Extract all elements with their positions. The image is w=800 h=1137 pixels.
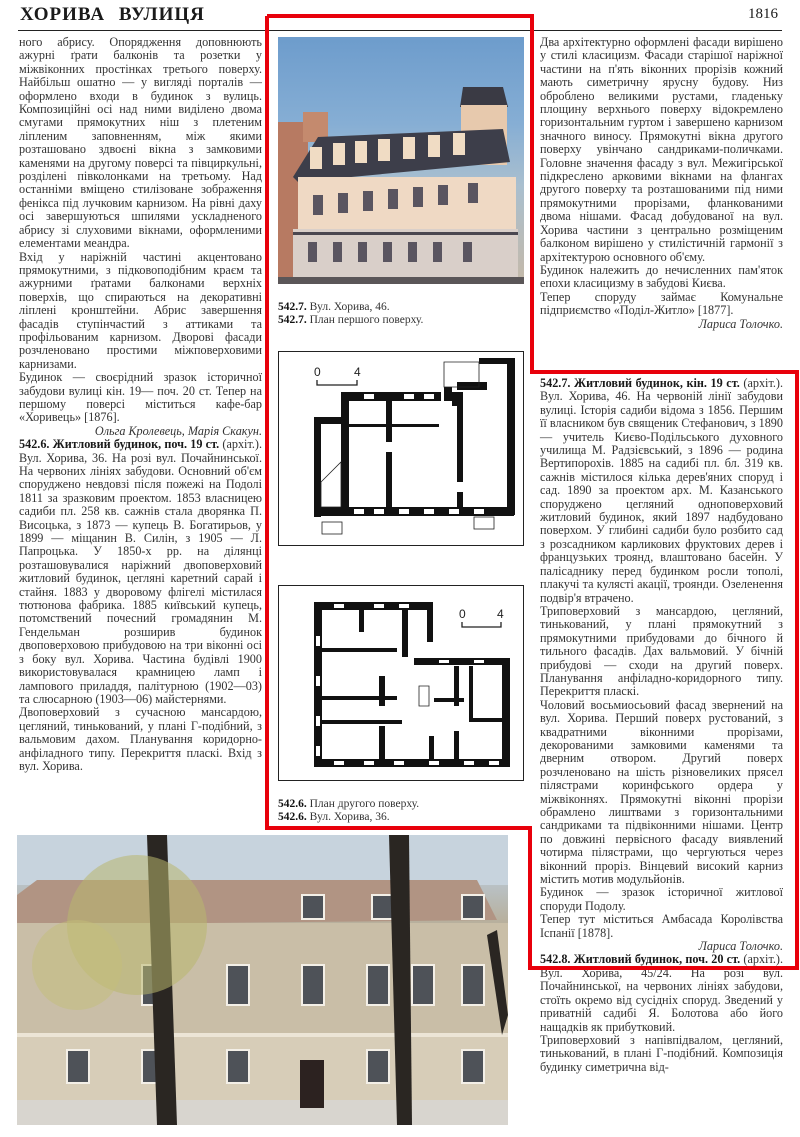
paragraph: Будинок — своєрідний зразок історичної забудови вулиці кін. 19— поч. 20 ст. Тепер на першому поверсі міститься кафе-бар «Хоривець» [1876]. <box>19 370 262 425</box>
author-signature: Ольга Кролевець, Марія Скакун. <box>94 423 262 438</box>
page-header-title: ХОРИВА ВУЛИЦЯ <box>20 4 205 25</box>
floor-plan-first-floor <box>278 351 524 546</box>
entry-heading-542-8: 542.8. Житловий будинок, поч. 20 ст. <box>540 952 741 967</box>
building-photo-icon <box>17 835 508 1125</box>
author-signature: Лариса Толочко. <box>698 939 783 954</box>
paragraph: (архіт.). Вул. Хорива, 46. На червоній лінії забудови вулиці. Історія садиби відома з 1856. Першим її власником був священик Стефанович, з 1890 — учитель Києво-Подільського духовного училища М. Радзієвський, з 1896 — родина Вертипорохів. 1885 на садибі пл. бл. 319 кв. сажнів містилося кілька дерев'яних споруд і сад. 1890 за проектом арх. М. Казанського споруджено цегляний одноповерховий житловий будинок, який 1897 надбудовано поверхом. У глибині садиби було розбито сад з розсадником карликових фруктових дерев і французьких троянд, влаштовано басейн. У палісаднику перед будинком росли тополі, плакучі та кулясті акації, троянди. Озеленення подвір'я втрачено. <box>540 376 784 605</box>
floor-plan-icon <box>279 352 523 545</box>
scale-label-end: 4 <box>354 365 361 379</box>
right-column-lower <box>540 377 783 1074</box>
entry-heading-542-7: 542.7. Житловий будинок, кін. 19 ст. <box>540 376 740 390</box>
entry-heading-542-6: 542.6. Житловий будинок, поч. 19 ст. <box>19 437 220 452</box>
right-column-upper <box>540 36 783 331</box>
caption-number: 542.7. <box>278 314 307 326</box>
plan-caption-542-6 <box>278 798 419 824</box>
photo-caption-542-7 <box>278 301 423 327</box>
caption-text: План першого поверху. <box>309 314 424 326</box>
scale-label-start: 0 <box>459 607 466 621</box>
header-rule <box>18 30 782 31</box>
caption-number: 542.6. <box>278 811 307 823</box>
caption-text: Вул. Хорива, 46. <box>309 301 390 313</box>
paragraph: Вхід у наріжній частині акцентовано прямокутними, з підковоподібним краєм та ажурними ґратами балконами верхніх поверхів, що спираються на декоративні ліплені кронштейни. Абрис завершення фасадів ступінчастий з аттиками та профільованим карнизом. Дворові фасади розчленовано простими міжповерховими карнизами. <box>19 249 262 371</box>
paragraph: (архіт.). Вул. Хорива, 36. На розі вул. Почайнинської. На червоних лініях забудови. Основний об'єм споруджено невдовзі після пожежі на Подолі 1811 за зразковим проектом. 1853 власницею садиби пл. 258 кв. сажнів стала дворянка П. Висоцька, з 1873 — купець В. Богатирьов, у 1899 — міщанин В. Силін, з 1905 — Л. Папроцька. У 1850-х рр. на ділянці розташовувалися наріжний двоповерховий житловий будинок, цегляні каретний сарай і стайня. 1883 у дворовому флігелі містилася тютюнова фабрика. 1885 київський купець, потомствений почесний громадянин М. Гендельман розширив будинок двоповерховою прибудовою на три віконні осі з боку вул. Хорива. Частина будівлі 1900 використовувалася крамницею ламп і лампового приладдя, палітурною (1902—03) та слюсарною (1903—06) майстернями. <box>19 437 263 706</box>
scale-label-end: 4 <box>497 607 504 621</box>
caption-number: 542.6. <box>278 798 307 810</box>
paragraph: Тепер споруду займає Комунальне підприємство «Поділ-Житло» [1877]. <box>540 289 783 318</box>
floor-plan-second-floor <box>278 585 524 781</box>
paragraph: Два архітектурно оформлені фасади вирішено у стилі класицизм. Фасади старішої наріжної частини на п'ять віконних прорізів кожний мають симетричну ярусну будову. Низ оброблено великими рустами, гладеньку площину верхнього поверху відокремлено горизонтальним гуртом і завершено карнизом значного виносу. Прямокутні вікна другого поверху увінчано сандриками-поличками. Головне значення фасаду з вул. Межигірської підкреслено арковими вікнами на флангах другого поверху та розташованими під ними прямокутними прорізами, фланкованими двома нішами. Фасад добудованої на вул. Хорива частини з центрально розміщеним балконом вирішено у стилістичній гармонії з архітектурою основного об'єму. <box>540 35 783 264</box>
caption-number: 542.7. <box>278 301 307 313</box>
paragraph: Будинок — зразок історичної житлової споруди Подолу. <box>540 885 783 913</box>
author-signature: Лариса Толочко. <box>698 316 783 331</box>
building-photo-icon <box>278 37 524 284</box>
floor-plan-icon <box>279 586 523 780</box>
building-photo-khoryva-36 <box>17 835 508 1125</box>
caption-text: План другого поверху. <box>309 798 420 810</box>
paragraph: ного абрису. Опорядження доповнюють ажурні ґрати балконів та розетки у міжвіконних простінках третього поверху. Найбільш ошатно — у вигляді порталів — оформлено входи в будинок з вулиць. Композиційні осі над ними виділено двома смугами прямокутних ніш з плетеним ліпленим заповненням, між якими розташовано здвоєні вікна з замковими каменями на другому поверсі та півциркульні, розділені півколонками на третьому. Над останніми вміщено стилізоване зображення фенікса під лучковим карнизом. На рівні даху осі завершуються шпилями ускладненого абрису зі слуховими вікнами, оформленими елементами меандра. <box>19 35 262 251</box>
page-number: 1816 <box>748 6 778 22</box>
scale-label-start: 0 <box>314 365 321 379</box>
paragraph: Триповерховий з мансардою, цегляний, тинькований, у плані прямокутний з прямокутними прибудовами до бічного й тильного фасадів. Дах вальмовий. У бічній прибудові — сходи на другий поверх. Планування анфіладно-коридорного типу. Перекриття пласкі. <box>540 603 783 699</box>
paragraph: Триповерховий з напівпідвалом, цегляний, тинькований, в плані Г-подібний. Композиція будинку симетрична від- <box>540 1032 783 1074</box>
building-photo-khoryva-46 <box>278 37 524 284</box>
caption-text: Вул. Хорива, 36. <box>309 811 390 823</box>
paragraph: (архіт.). Вул. Хорива, 45/24. На розі вул. Почайнинської, на червоних лініях забудови, стоїть окремо від сусідніх споруд. Зведений у приватній садибі Я. Болотова або його нащадків як прибутковий. <box>540 952 784 1034</box>
paragraph: Тепер тут міститься Амбасада Королівства Іспанії [1878]. <box>540 912 783 940</box>
paragraph: Будинок належить до нечисленних пам'яток епохи класицизму в забудові Києва. <box>540 262 783 291</box>
paragraph: Двоповерховий з сучасною мансардою, цегляний, тинькований, у плані Г-подібний, з вальмовим дахом. Планування коридорно-анфіладного типу. Перекриття пласкі. Вхід з вул. Хорива. <box>19 705 262 773</box>
left-column <box>19 36 262 773</box>
paragraph: Чоловий восьмиосьовий фасад звернений на вул. Хорива. Перший поверх рустований, з квадратними віконними прорізами, декорованими замковими каменями та дверним отвором. Другий поверх розчленовано на шість різновеликих прясел пілястрами коринфського ордера у міжвіконнях. Прямокутні віконні прорізи обрамлено лиштвами з горизонтальними сандриками та підвіконними нішами. Центр по довжині первісного фасаду виявлений чотирма пілястрами, що чергуються через віконний проріз. Вінцевий високий карниз містить мотив модульйонів. <box>540 697 783 887</box>
